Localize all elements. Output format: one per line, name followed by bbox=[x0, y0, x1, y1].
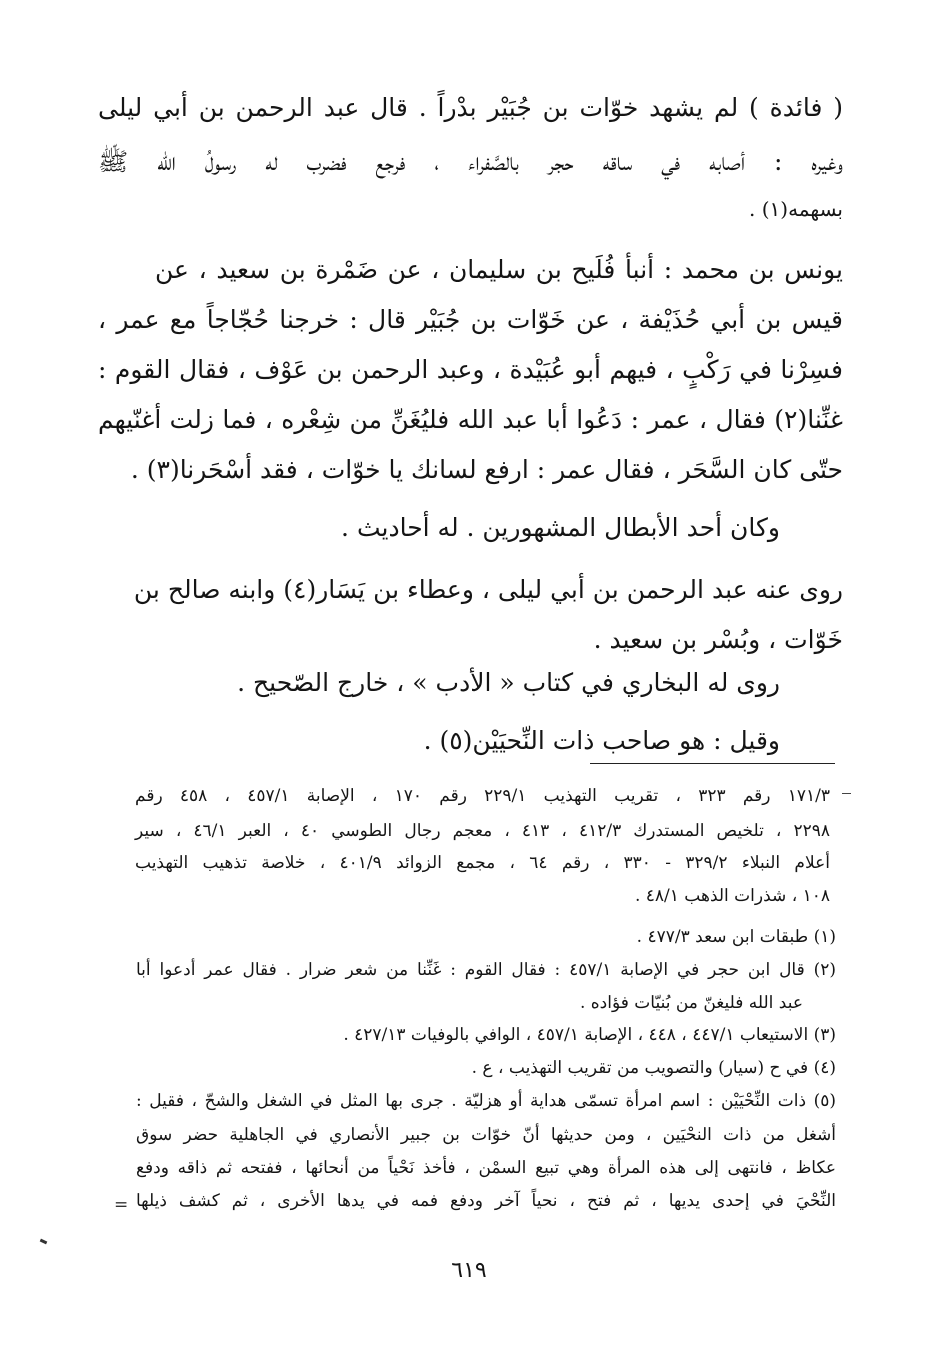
continuation-equals-mark: = bbox=[114, 1195, 129, 1215]
main-line-4: يونس بن محمد : أنبأ فُلَيح بن سليمان ، عن ضَمْرة بن سعيد ، عن bbox=[155, 255, 843, 284]
main-line-9: وكان أحد الأبطال المشهورين . له أحاديث . bbox=[341, 513, 780, 542]
scan-speck bbox=[40, 1239, 48, 1245]
footnote-2-line-2: عبد الله فليغنّ من بُنيّات فؤاده . bbox=[579, 993, 803, 1013]
main-line-6: فسِرْنا في رَكْبٍ ، فيهم أبو عُبَيْدة ، وعبد الرحمن بن عَوْف ، فقال القوم : bbox=[98, 355, 843, 384]
footnote-2-line-1: (٢) قال ابن حجر في الإصابة ٤٥٧/١ : فقال القوم : غَنِّنا من شعر ضرار . فقال عمر أدعوا أبا bbox=[136, 960, 836, 980]
footnote-3: (٣) الاستيعاب ٤٤٧/١ ، ٤٤٨ ، الإصابة ٤٥٧/١ ، الوافي بالوفيات ٤٢٧/١٣ . bbox=[343, 1025, 836, 1045]
footnote-1: (١) طبقات ابن سعد ٤٧٧/٣ . bbox=[636, 927, 836, 947]
main-line-7: غنِّنا(٢) فقال ، عمر : دَعُوا أبا عبد الله فليُغَنِّ من شِعْره ، فما زلت أغنّيهم bbox=[98, 405, 843, 434]
page-number: ٦١٩ bbox=[451, 1258, 487, 1283]
footnote-line-2: ٢٢٩٨ ، تلخيص المستدرك ٤١٢/٣ ، ٤١٣ ، معجم رجال الطوسي ٤٠ ، العبر ٤٦/١ ، سير bbox=[135, 821, 831, 841]
main-line-1: ( فائدة ) لم يشهد خوّات بن جُبَيْر بدْراً . قال عبد الرحمن بن أبي ليلى bbox=[98, 93, 843, 122]
footnote-5-line-2: أشغل من ذات النحْيَين ، ومن حديثها أنّ خوّات بن جبير الأنصاري في الجاهلية حضر سوق bbox=[136, 1125, 836, 1145]
footnote-line-4: ١٠٨ ، شذرات الذهب ٤٨/١ . bbox=[634, 886, 830, 906]
footnote-5-line-4: النِّحْيَ في إحدى يديها ، ثم فتح ، نحياً آخر ودفع فمه في يدها الأخرى ، ثم كشف ذيلها bbox=[136, 1191, 836, 1211]
footnote-line-1: ١٧١/٣ رقم ٣٢٣ ، تقريب التهذيب ٢٢٩/١ رقم ١٧٠ ، الإصابة ٤٥٧/١ ، ٤٥٨ رقم bbox=[135, 786, 830, 806]
continuation-dash bbox=[842, 793, 851, 794]
footnote-5-line-1: (٥) ذات النِّحْيَيْن : اسم امرأة تسمّى هداية أو هزليّة . جرى بها المثل في الشغل والشحّ ، فقيل : bbox=[136, 1091, 836, 1111]
main-line-8: حتّى كان السَّحَر ، فقال عمر : ارفع لسانك يا خوّات ، فقد أسْحَرنا(٣) . bbox=[130, 455, 843, 484]
main-line-10: روى عنه عبد الرحمن بن أبي ليلى ، وعطاء بن يَسَار(٤) وابنه صالح بن bbox=[133, 575, 843, 604]
main-line-3: بسهمه(١) . bbox=[749, 197, 843, 221]
footnote-line-3: أعلام النبلاء ٣٢٩/٢ - ٣٣٠ ، رقم ٦٤ ، مجمع الزوائد ٤٠١/٩ ، خلاصة تذهيب التهذيب bbox=[135, 853, 830, 873]
main-line-5: قيس بن أبي حُذَيْفة ، عن خَوّات بن جُبَيْر قال : خرجنا حُجّاجاً مع عمر ، bbox=[98, 305, 843, 334]
footnote-5-line-3: عكاظ ، فانتهى إلى هذه المرأة وهي تبيع السمْن ، فأخذ نَحْياً من أنحائها ، ففتحه ثم ذاقه ودفع bbox=[136, 1158, 836, 1178]
footnote-separator bbox=[590, 763, 835, 764]
main-line-13: وقيل : هو صاحب ذات النِّحيَيْن(٥) . bbox=[423, 726, 780, 755]
main-line-2: وغيره : أصابه في ساقه حجر بالصَّفراء ، فرجع فضرب له رسولُ الله ﷺ bbox=[98, 147, 843, 176]
main-line-11: خَوّات ، وبُسْر بن سعيد . bbox=[593, 625, 843, 654]
footnote-4: (٤) في ح (سيار) والتصويب من تقريب التهذيب ، ع . bbox=[471, 1058, 836, 1078]
main-line-12: روى له البخاري في كتاب « الأدب » ، خارج الصّحيح . bbox=[237, 668, 780, 697]
